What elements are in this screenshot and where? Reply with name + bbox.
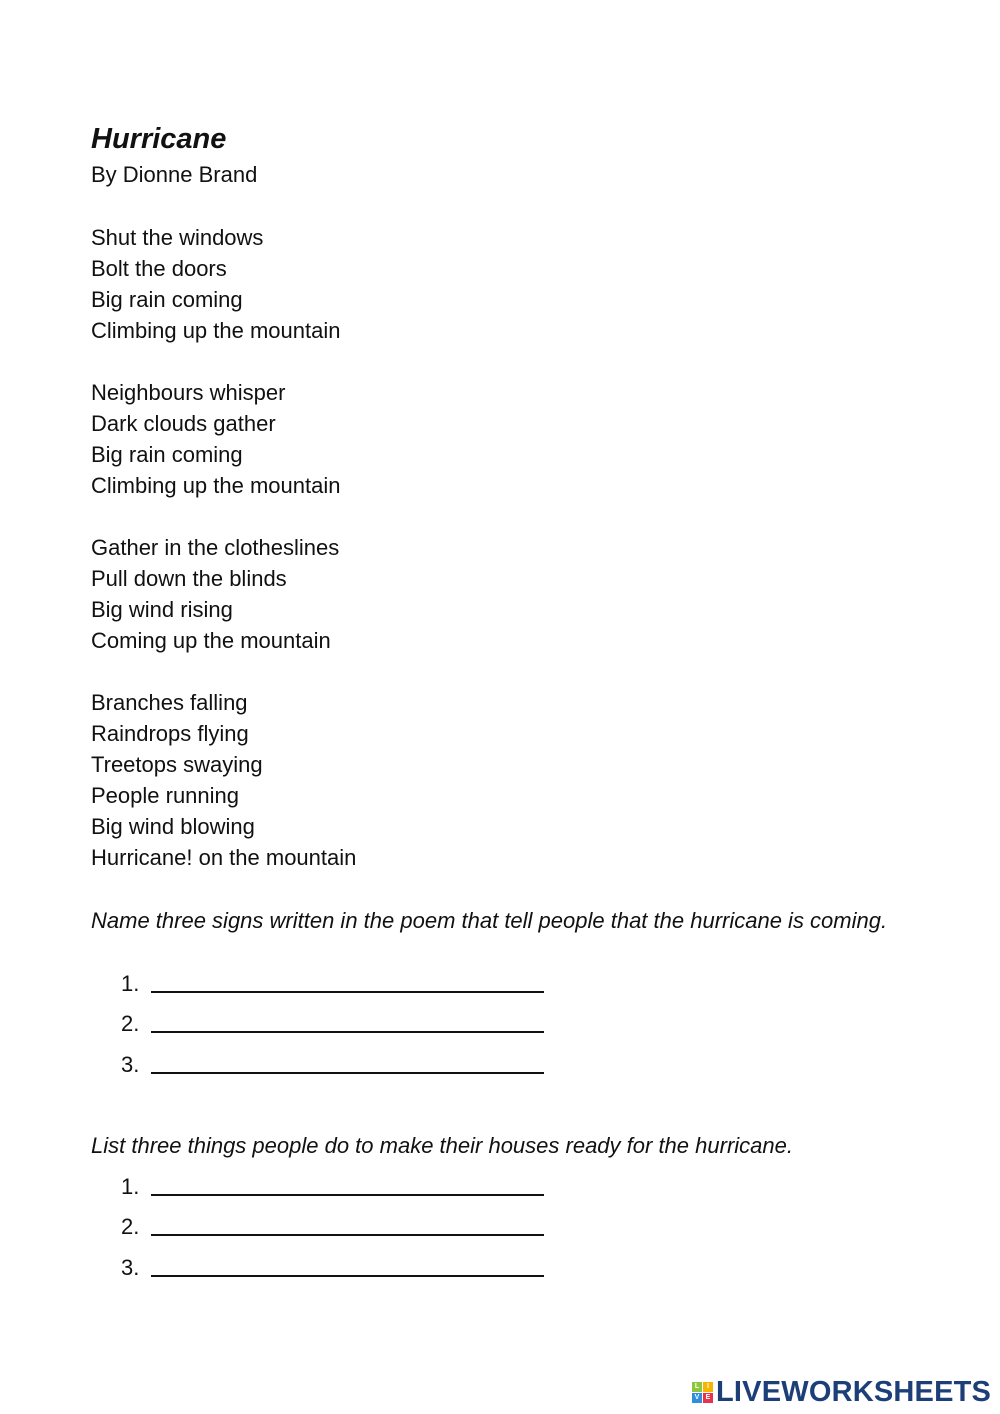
answer-blank[interactable]: [151, 1234, 544, 1236]
stanza-1: [91, 222, 340, 346]
poem-line: Pull down the blinds: [91, 566, 287, 591]
question-1-prompt: Name three signs written in the poem that tell people that the hurricane is coming.: [91, 908, 888, 933]
answer-blank[interactable]: [151, 1275, 544, 1277]
poem-line: Coming up the mountain: [91, 628, 331, 653]
poem-line: Climbing up the mountain: [91, 473, 341, 498]
poem-line: Big rain coming: [91, 442, 243, 467]
poem-line: Dark clouds gather: [91, 411, 276, 436]
question-1-answers: [121, 958, 544, 1080]
poem-author: By Dionne Brand: [91, 162, 258, 187]
answer-blank[interactable]: [151, 991, 544, 993]
item-number: 1.: [121, 1173, 140, 1199]
poem-line: Big wind rising: [91, 597, 233, 622]
logo-cube: L: [692, 1382, 702, 1392]
logo-cubes-icon: [692, 1382, 713, 1403]
poem-line: Shut the windows: [91, 225, 264, 250]
poem-line: Raindrops flying: [91, 721, 249, 746]
stanza-3: [91, 532, 339, 656]
logo-cube: V: [692, 1393, 702, 1403]
question-2-answers: [121, 1161, 544, 1283]
poem-line: Climbing up the mountain: [91, 318, 341, 343]
answer-blank[interactable]: [151, 1194, 544, 1196]
logo-text: LIVEWORKSHEETS: [716, 1376, 992, 1408]
item-number: 1.: [121, 970, 140, 996]
poem-title: Hurricane: [91, 123, 227, 155]
poem-line: Bolt the doors: [91, 256, 227, 281]
poem-line: Neighbours whisper: [91, 380, 286, 405]
item-number: 3.: [121, 1051, 140, 1077]
question-2-prompt: List three things people do to make their houses ready for the hurricane.: [91, 1133, 793, 1158]
poem-line: Gather in the clotheslines: [91, 535, 340, 560]
item-number: 2.: [121, 1011, 140, 1036]
poem-line: Treetops swaying: [91, 752, 263, 777]
poem-line: Hurricane! on the mountain: [91, 845, 357, 870]
answer-blank[interactable]: [151, 1031, 544, 1033]
logo-cube: I: [703, 1382, 713, 1392]
poem-line: Big wind blowing: [91, 814, 255, 839]
logo-cube: E: [703, 1393, 713, 1403]
item-number: 2.: [121, 1214, 140, 1239]
poem-line: Big rain coming: [91, 287, 243, 312]
answer-blank[interactable]: [151, 1072, 544, 1074]
stanza-4: [91, 687, 356, 873]
item-number: 3.: [121, 1254, 140, 1280]
poem-line: Branches falling: [91, 690, 248, 715]
liveworksheets-logo: [692, 1376, 991, 1409]
poem-line: People running: [91, 783, 240, 808]
stanza-2: [91, 377, 340, 501]
